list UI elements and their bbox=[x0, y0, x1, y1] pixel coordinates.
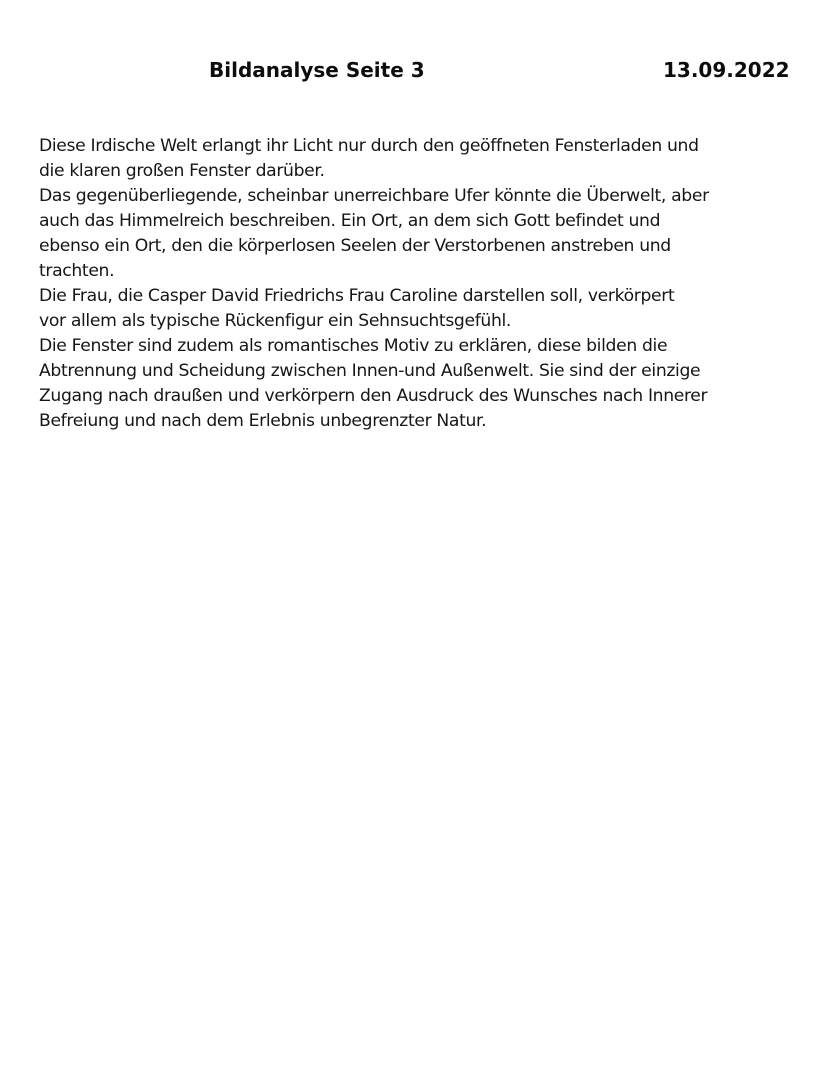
text-line: vor allem als typische Rückenfigur ein Sehnsuchtsgefühl. bbox=[39, 311, 512, 331]
page-date: 13.09.2022 bbox=[663, 58, 790, 82]
text-line: Das gegenüberliegende, scheinbar unerreichbare Ufer könnte die Überwelt, aber bbox=[39, 186, 709, 206]
body-text bbox=[39, 134, 781, 434]
text-line: Diese Irdische Welt erlangt ihr Licht nur durch den geöffneten Fensterladen und bbox=[39, 136, 699, 156]
text-line: Abtrennung und Scheidung zwischen Innen-und Außenwelt. Sie sind der einzige bbox=[39, 361, 701, 381]
page-title: Bildanalyse Seite 3 bbox=[209, 58, 425, 82]
text-line: Befreiung und nach dem Erlebnis unbegrenzter Natur. bbox=[39, 411, 487, 431]
text-line: Die Frau, die Casper David Friedrichs Frau Caroline darstellen soll, verkörpert bbox=[39, 286, 675, 306]
text-line: ebenso ein Ort, den die körperlosen Seelen der Verstorbenen anstreben und bbox=[39, 236, 671, 256]
text-line: auch das Himmelreich beschreiben. Ein Ort, an dem sich Gott befindet und bbox=[39, 211, 661, 231]
text-line: trachten. bbox=[39, 261, 115, 281]
text-line: Zugang nach draußen und verkörpern den Ausdruck des Wunsches nach Innerer bbox=[39, 386, 708, 406]
text-line: Die Fenster sind zudem als romantisches Motiv zu erklären, diese bilden die bbox=[39, 336, 668, 356]
text-line: die klaren großen Fenster darüber. bbox=[39, 161, 325, 181]
